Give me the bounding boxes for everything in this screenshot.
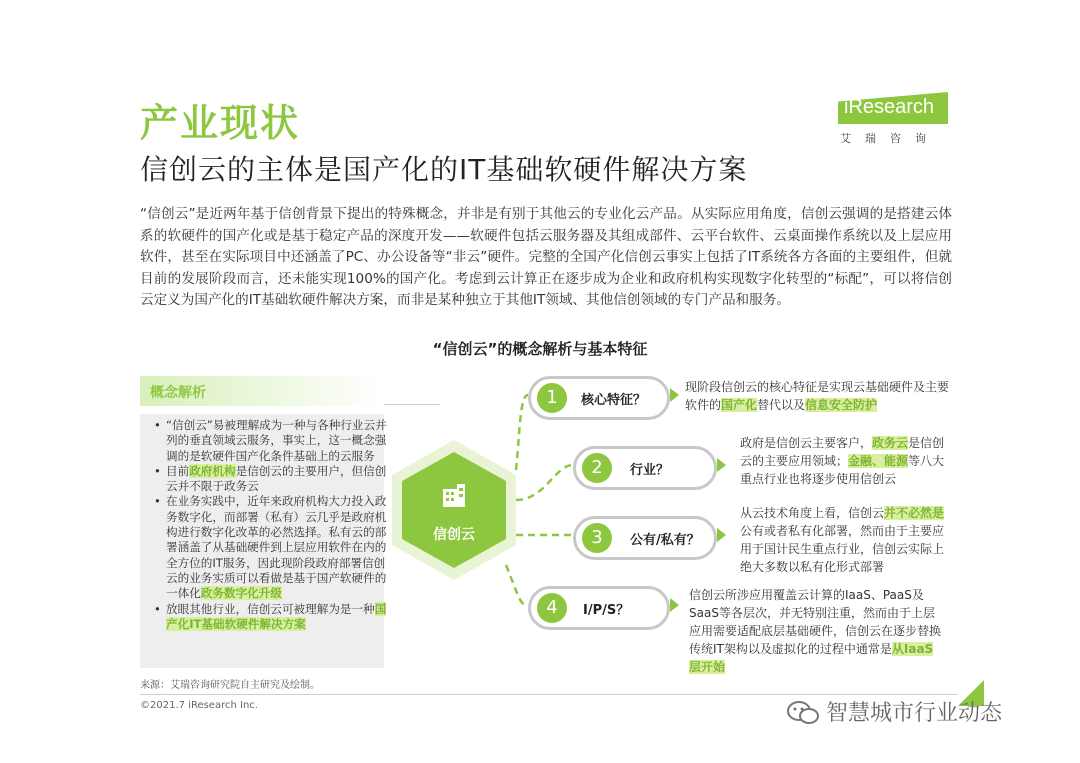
feature-label: 公有/私有？ bbox=[630, 533, 700, 548]
watermark: 智慧城市行业动态 bbox=[826, 701, 1003, 726]
concept-panel bbox=[140, 376, 387, 668]
feature-number: 3 bbox=[582, 523, 612, 553]
section-title: 产业现状 bbox=[140, 101, 301, 145]
center-hexagon bbox=[392, 440, 516, 580]
feature-number: 2 bbox=[582, 453, 612, 483]
arrow-right-icon bbox=[717, 528, 726, 542]
concept-list bbox=[144, 418, 388, 632]
feature-pill-4 bbox=[528, 586, 670, 630]
feature-label: 核心特征？ bbox=[581, 393, 647, 408]
feature-pill-3 bbox=[573, 516, 717, 560]
arrow-right-icon bbox=[670, 598, 679, 612]
concept-header-label: 概念解析 bbox=[150, 385, 206, 401]
feature-label: 行业？ bbox=[630, 463, 670, 478]
arrow-right-icon bbox=[717, 458, 726, 472]
list-item: • 在业务实践中，近年来政府机构大力投入政务数字化，而部署（私有）云几乎是政府机构进行数字化改革的必然选择。私有云的部署涵盖了从基础硬件到上层应用软件在内的全方位的IT服务，因此现阶段政府部署信创云的业务实质可以看做是基于国产软硬件的一体化政务数字化升级 bbox=[154, 494, 388, 601]
logo-subtitle: 艾瑞咨询 bbox=[840, 132, 940, 145]
copyright: ©2021.7 iResearch Inc. bbox=[140, 700, 258, 711]
feature-pill-1 bbox=[528, 376, 670, 420]
wechat-icon bbox=[786, 700, 820, 726]
concept-box bbox=[140, 414, 387, 668]
connector-2 bbox=[516, 465, 573, 500]
logo-text: iResearch bbox=[844, 96, 935, 118]
hexagon-label: 信创云 bbox=[433, 527, 475, 543]
feature-desc-2: 政府是信创云主要客户，政务云是信创云的主要应用领域；金融、能源等八大重点行业也将逐步使用信创云 bbox=[740, 436, 945, 486]
feature-desc-3: 从云技术角度上看，信创云并不必然是公有或者私有化部署，然而由于主要应用于国计民生重点行业，信创云实际上绝大多数以私有化形式部署 bbox=[740, 506, 945, 574]
connector-1 bbox=[516, 395, 528, 470]
source-note: 来源：艾瑞咨询研究院自主研究及绘制。 bbox=[140, 680, 320, 691]
building-icon bbox=[440, 480, 468, 508]
feature-number: 1 bbox=[537, 383, 567, 413]
list-item: • 放眼其他行业，信创云可被理解为是一种国产化IT基础软硬件解决方案 bbox=[154, 602, 388, 633]
list-item: • “信创云”易被理解成为一种与各种行业云并列的垂直领域云服务，事实上，这一概念强调的是软硬件国产化条件基础上的云服务 bbox=[154, 418, 388, 464]
page-title: 信创云的主体是国产化的IT基础软硬件解决方案 bbox=[140, 153, 748, 186]
concept-header bbox=[140, 376, 384, 406]
feature-desc-4: 信创云所涉应用覆盖云计算的IaaS、PaaS及SaaS等各层次，并无特别注重，然而由于上层应用需要适配底层基础硬件，信创云在逐步替换传统IT架构以及虚拟化的过程中通常是从IaaS层开始 bbox=[689, 588, 942, 674]
intro-paragraph: “信创云”是近两年基于信创背景下提出的特殊概念，并非是有别于其他云的专业化云产品。从实际应用角度，信创云强调的是搭建云体系的软硬件的国产化或是基于稳定产品的深度开发——软硬件包括云服务器及其组成部件、云平台软件、云桌面操作系统以及上层应用软件，甚至在实际项目中还涵盖了PC、办公设备等“非云”硬件。完整的全国产化信创云事实上包括了IT系统各方各面的主要组件，但就目前的发展阶段而言，还未能实现100%的国产化。考虑到云计算正在逐步成为企业和政府机构实现数字化转型的“标配”，可以将信创云定义为国产化的IT基础软硬件解决方案，而非是某种独立于其他IT领域、其他信创领域的专门产品和服务。 bbox=[140, 206, 952, 308]
diagram-title: “信创云”的概念解析与基本特征 bbox=[432, 340, 648, 358]
feature-label: I/P/S？ bbox=[583, 603, 630, 618]
feature-desc-1: 现阶段信创云的核心特征是实现云基础硬件及主要软件的国产化替代以及信息安全防护 bbox=[685, 380, 950, 412]
feature-number: 4 bbox=[537, 593, 567, 623]
list-item: • 目前政府机构是信创云的主要用户，但信创云并不限于政务云 bbox=[154, 464, 388, 495]
footer-divider bbox=[140, 694, 958, 695]
arrow-right-icon bbox=[670, 388, 679, 402]
feature-pill-2 bbox=[573, 446, 717, 490]
